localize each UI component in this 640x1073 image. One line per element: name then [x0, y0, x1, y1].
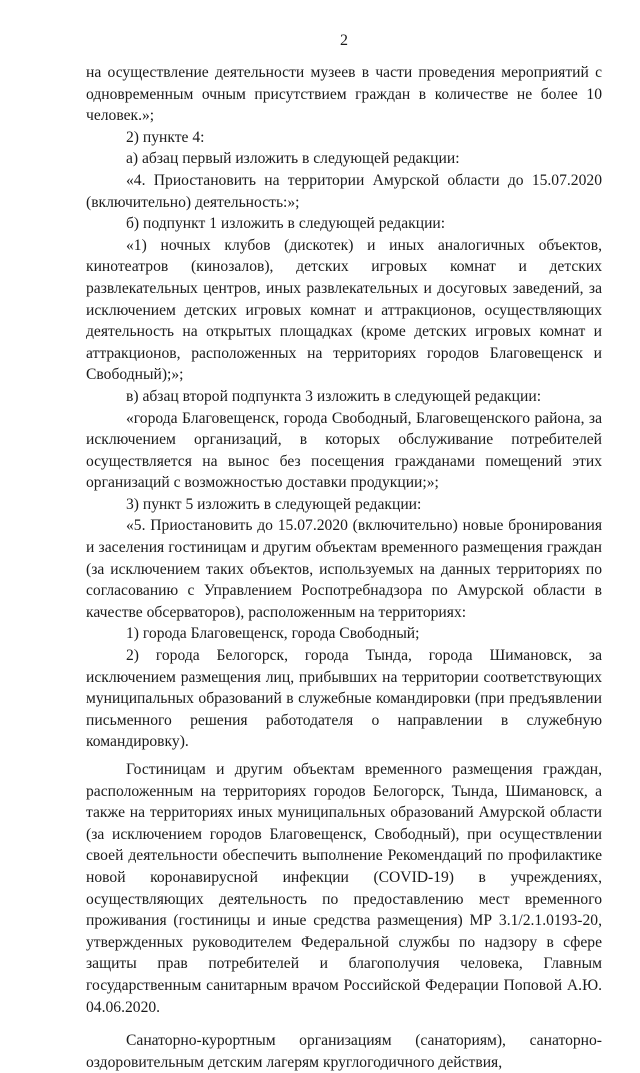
- paragraph: 3) пункт 5 изложить в следующей редакции:: [126, 495, 422, 513]
- paragraph: б) подпункт 1 изложить в следующей редакции:: [126, 215, 446, 233]
- paragraph: 2) пункте 4:: [126, 128, 205, 146]
- paragraph: а) абзац первый изложить в следующей редакции:: [126, 150, 460, 168]
- paragraph: «города Благовещенск, города Свободный, Благовещенского района, за исключением организаций, в которых обслуживание потребителей осуществляется на вынос без посещения гражданами помещений этих организаций с возможностью доставки продукции;»;: [86, 409, 602, 492]
- paragraph: Санаторно-курортным организациям (санаториям), санаторно-оздоровительным детским лагерям круглогодичного действия,: [86, 1032, 602, 1071]
- page-number: 2: [340, 32, 348, 49]
- paragraph: Гостиницам и другим объектам временного размещения граждан, расположенным на территориях городов Белогорск, Тында, Шимановск, а также на территориях иных муниципальных образований Амурской области (за исключением городов Благовещенск, Свободный), при осуществлении своей деятельности обеспечить выполнение Рекомендаций по профилактике новой коронавирусной инфекции (COVID-19) в учреждениях, осуществляющих деятельность по предоставлению мест временного проживания (гостиницы и иные средства размещения) МР 3.1/2.1.0193-20, утвержденных руководителем Федеральной службы по надзору в сфере защиты прав потребителей и благополучия человека, Главным государственным санитарным врачом Российской Федерации Поповой А.Ю. 04.06.2020.: [86, 761, 602, 1016]
- paragraph: в) абзац второй подпункта 3 изложить в следующей редакции:: [126, 387, 542, 405]
- paragraph: «1) ночных клубов (дискотек) и иных аналогичных объектов, кинотеатров (кинозалов), детских игровых комнат и детских развлекательных центров, иных развлекательных и досуговых заведений, за исключением детских игровых комнат и аттракционов, осуществляющих деятельность на открытых площадках (кроме детских игровых комнат и аттракционов, расположенных на территориях городов Благовещенск и Свободный);»;: [86, 236, 602, 384]
- paragraph: «4. Приостановить на территории Амурской области до 15.07.2020 (включительно) деятельность:»;: [86, 171, 602, 211]
- paragraph: 2) города Белогорск, города Тында, города Шимановск, за исключением размещения лиц, прибывших на территории соответствующих муниципальных образований в служебные командировки (при предъявлении письменного решения работодателя о направлении в служебную командировку).: [86, 647, 602, 751]
- paragraph: на осуществление деятельности музеев в части проведения мероприятий с одновременным очным присутствием граждан в количестве не более 10 человек.»;: [86, 64, 602, 125]
- paragraph: 1) города Благовещенск, города Свободный;: [126, 625, 420, 643]
- paragraph: «5. Приостановить до 15.07.2020 (включительно) новые бронирования и заселения гостиницам и другим объектам временного размещения граждан (за исключением таких объектов, используемых на данных территориях по согласованию с Управлением Роспотребнадзора по Амурской области в качестве обсерваторов), расположенным на территориях:: [86, 517, 602, 621]
- document-body: [86, 62, 602, 1073]
